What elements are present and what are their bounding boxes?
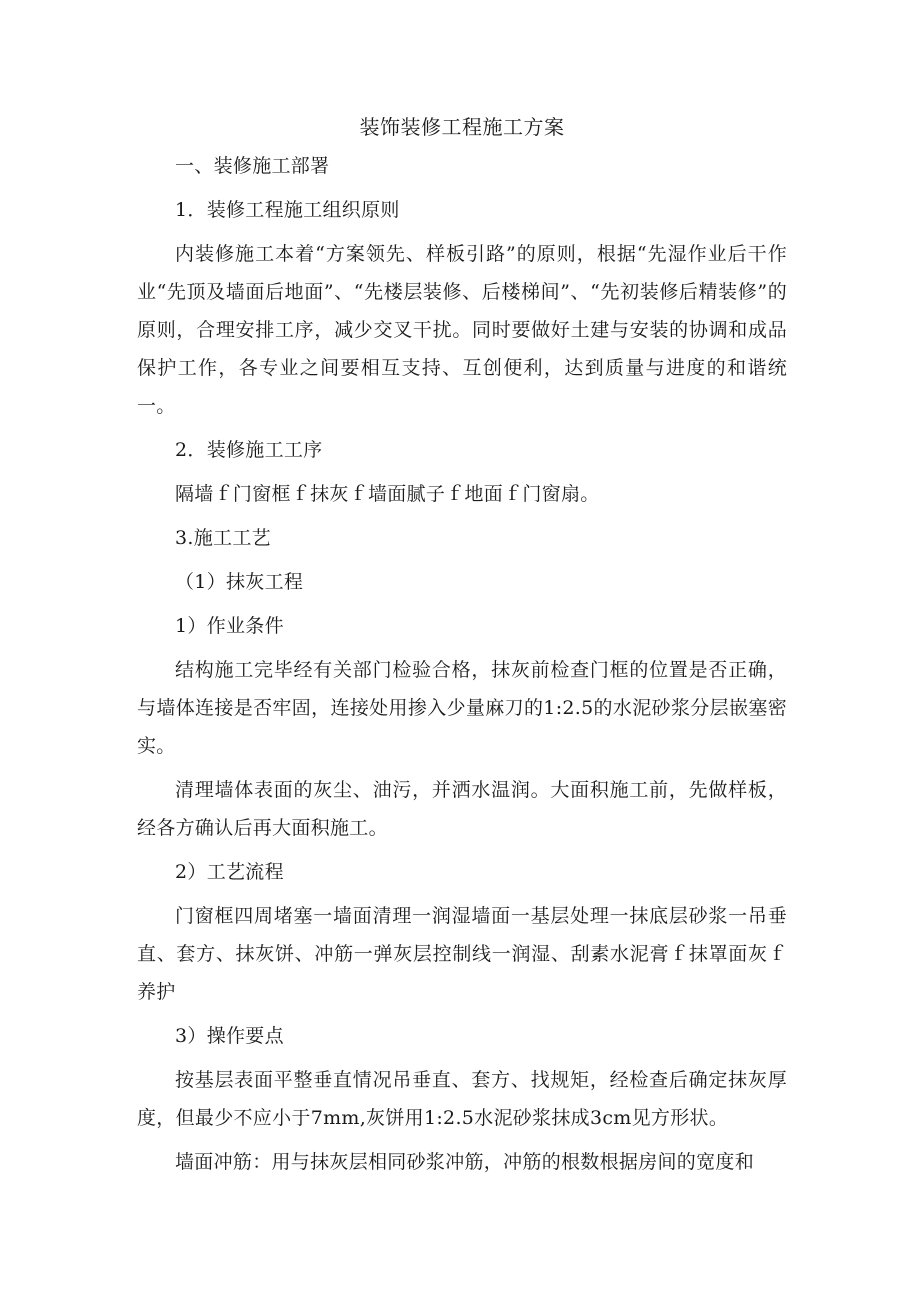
subheading-organization-principle: 1．装修工程施工组织原则: [175, 199, 400, 221]
paragraph-process-flow-body: 门窗框四周堵塞一墙面清理一润湿墙面一基层处理一抹底层砂浆一吊垂直、套方、抹灰饼、冲筋一弹灰层控制线一润湿、刮素水泥膏ｆ抹罩面灰ｆ养护: [137, 905, 787, 1003]
section-heading-deployment: 一、装修施工部署: [175, 155, 330, 177]
paragraph-conditions-body-1: 结构施工完毕经有关部门检验合格，抹灰前检查门框的位置是否正确，与墙体连接是否牢固，连接处用掺入少量麻刀的1:2.5的水泥砂浆分层嵌塞密实。: [137, 659, 787, 757]
paragraph-principle-body: 内装修施工本着“方案领先、样板引路”的原则，根据“先湿作业后干作业“先顶及墙面后地面”、“先楼层装修、后楼梯间”、“先初装修后精装修”的原则，合理安排工序，减少交叉干扰。同时要做好土建与安装的协调和成品保护工作，各专业之间要相互支持、互创便利，达到质量与进度的和谐统一。: [137, 243, 787, 417]
paragraph-procedure-body: 隔墙ｆ门窗框ｆ抹灰ｆ墙面腻子ｆ地面ｆ门窗扇。: [175, 483, 600, 505]
subheading-plastering: （1）抹灰工程: [175, 571, 304, 593]
document-body: [137, 110, 787, 1181]
subheading-work-conditions: 1）作业条件: [175, 615, 284, 637]
subheading-procedure: 2．装修施工工序: [175, 439, 323, 461]
paragraph-conditions-body-2: 清理墙体表面的灰尘、油污，并洒水温润。大面积施工前，先做样板，经各方确认后再大面积施工。: [137, 779, 787, 839]
paragraph-operation-body-1: 按基层表面平整垂直情况吊垂直、套方、找规矩，经检查后确定抹灰厚度，但最少不应小于7mm,灰饼用1:2.5水泥砂浆抹成3cm见方形状。: [137, 1069, 787, 1129]
subheading-operation-points: 3）操作要点: [175, 1025, 284, 1047]
subheading-process-flow: 2）工艺流程: [175, 861, 284, 883]
document-title: 装饰装修工程施工方案: [359, 115, 565, 139]
subheading-craft: 3.施工工艺: [175, 527, 271, 549]
paragraph-operation-body-2: 墙面冲筋：用与抹灰层相同砂浆冲筋，冲筋的根数根据房间的宽度和: [175, 1151, 755, 1173]
